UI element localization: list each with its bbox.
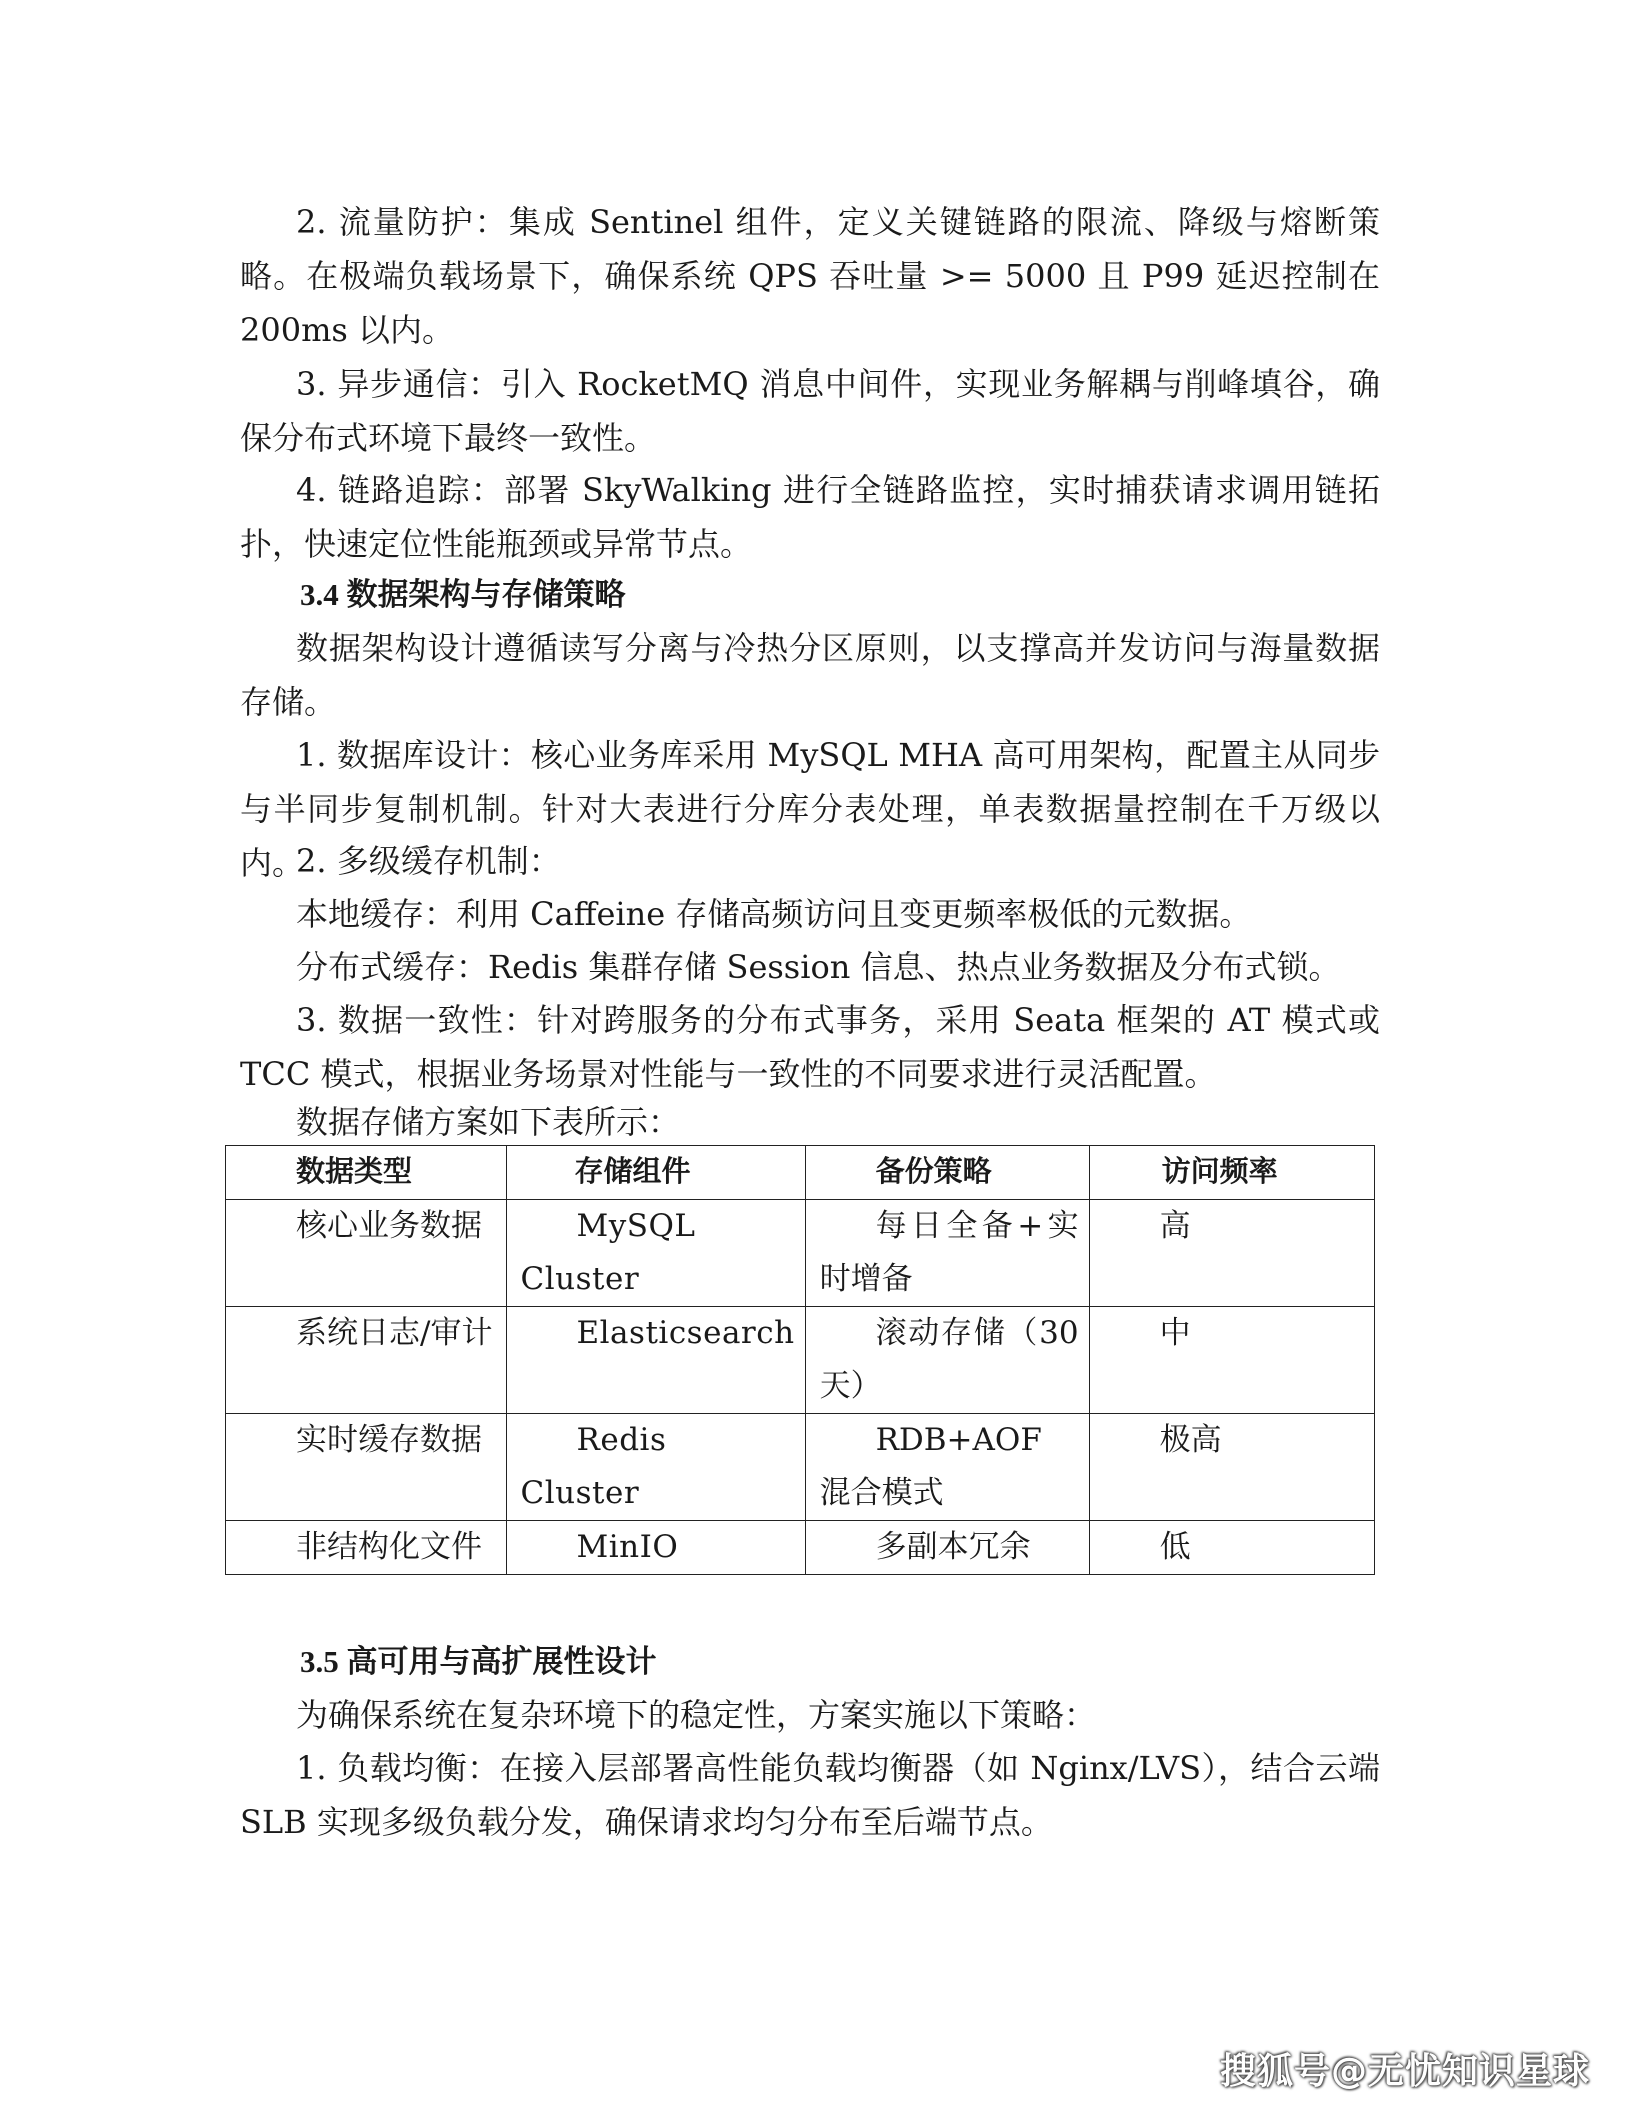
table-header-cell: 备份策略 bbox=[805, 1146, 1089, 1200]
paragraph-database-design: 1. 数据库设计：核心业务库采用 MySQL MHA 高可用架构，配置主从同步与半同步复制机制。针对大表进行分库分表处理，单表数据量控制在千万级以内。 bbox=[240, 736, 1380, 882]
table-cell-access-frequency: 低 bbox=[1089, 1521, 1374, 1575]
table-cell-storage-component: MinIO bbox=[506, 1521, 805, 1575]
paragraph-data-architecture-intro: 数据架构设计遵循读写分离与冷热分区原则，以支撑高并发访问与海量数据存储。 bbox=[240, 629, 1380, 721]
table-cell-data-type: 系统日志/审计 bbox=[226, 1307, 507, 1414]
table-row bbox=[226, 1414, 1375, 1521]
table-cell-storage-component: MySQL Cluster bbox=[506, 1200, 805, 1307]
table-cell-backup-strategy: RDB+AOF 混合模式 bbox=[805, 1414, 1089, 1521]
table-header-row bbox=[226, 1146, 1375, 1200]
section-heading-3-5: 3.5 高可用与高扩展性设计 bbox=[300, 1644, 657, 1679]
table-cell-backup-strategy: 多副本冗余 bbox=[805, 1521, 1089, 1575]
table-header-cell: 数据类型 bbox=[226, 1146, 507, 1200]
paragraph-async-communication: 3. 异步通信：引入 RocketMQ 消息中间件，实现业务解耦与削峰填谷，确保分布式环境下最终一致性。 bbox=[240, 365, 1380, 457]
table-row bbox=[226, 1200, 1375, 1307]
table-cell-access-frequency: 高 bbox=[1089, 1200, 1374, 1307]
paragraph-data-consistency: 3. 数据一致性：针对跨服务的分布式事务，采用 Seata 框架的 AT 模式或 TCC 模式，根据业务场景对性能与一致性的不同要求进行灵活配置。 bbox=[240, 1001, 1380, 1093]
paragraph-tracing: 4. 链路追踪：部署 SkyWalking 进行全链路监控，实时捕获请求调用链拓扑，快速定位性能瓶颈或异常节点。 bbox=[240, 471, 1380, 563]
paragraph-table-intro: 数据存储方案如下表所示： bbox=[296, 1103, 681, 1141]
paragraph-traffic-protection: 2. 流量防护：集成 Sentinel 组件，定义关键链路的限流、降级与熔断策略。在极端负载场景下，确保系统 QPS 吞吐量 >= 5000 且 P99 延迟控制在 200ms 以内。 bbox=[240, 203, 1380, 349]
table-row bbox=[226, 1307, 1375, 1414]
table-cell-data-type: 非结构化文件 bbox=[226, 1521, 507, 1575]
table-cell-backup-strategy: 每日全备+实时增备 bbox=[805, 1200, 1089, 1307]
table-header-cell: 存储组件 bbox=[506, 1146, 805, 1200]
table-row bbox=[226, 1521, 1375, 1575]
table-cell-data-type: 核心业务数据 bbox=[226, 1200, 507, 1307]
paragraph-multilevel-cache: 2. 多级缓存机制： bbox=[296, 842, 561, 880]
table-cell-data-type: 实时缓存数据 bbox=[226, 1414, 507, 1521]
table-header-cell: 访问频率 bbox=[1089, 1146, 1374, 1200]
paragraph-distributed-cache: 分布式缓存：Redis 集群存储 Session 信息、热点业务数据及分布式锁。 bbox=[296, 948, 1341, 986]
paragraph-ha-intro: 为确保系统在复杂环境下的稳定性，方案实施以下策略： bbox=[296, 1696, 1097, 1734]
table-cell-backup-strategy: 滚动存储（30天） bbox=[805, 1307, 1089, 1414]
paragraph-load-balancing: 1. 负载均衡：在接入层部署高性能负载均衡器（如 Nginx/LVS），结合云端 SLB 实现多级负载分发，确保请求均匀分布至后端节点。 bbox=[240, 1749, 1380, 1841]
table-cell-storage-component: Elasticsearch bbox=[506, 1307, 805, 1414]
paragraph-local-cache: 本地缓存：利用 Caffeine 存储高频访问且变更频率极低的元数据。 bbox=[296, 895, 1252, 933]
watermark-text: 搜狐号@无忧知识星球 bbox=[1219, 2051, 1590, 2092]
storage-table bbox=[225, 1145, 1375, 1575]
table-cell-access-frequency: 中 bbox=[1089, 1307, 1374, 1414]
table-cell-storage-component: Redis Cluster bbox=[506, 1414, 805, 1521]
section-heading-3-4: 3.4 数据架构与存储策略 bbox=[300, 577, 626, 612]
table-cell-access-frequency: 极高 bbox=[1089, 1414, 1374, 1521]
